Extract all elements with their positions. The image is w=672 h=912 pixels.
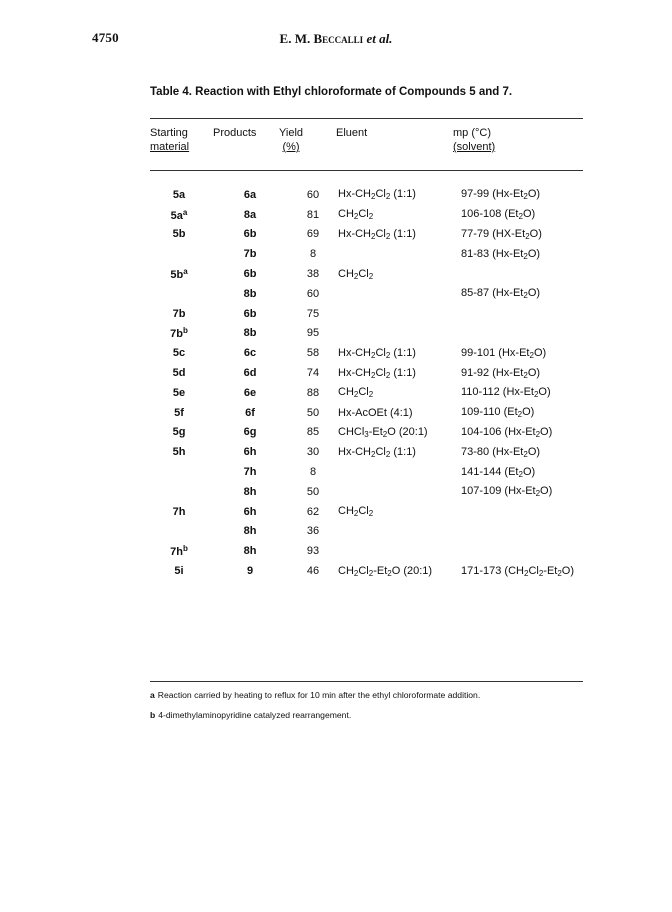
cell-yield (292, 502, 334, 522)
column-header-label: mp (°C) (453, 127, 492, 139)
table-row (150, 383, 587, 403)
cell-eluent (334, 442, 461, 462)
cell-eluent (334, 541, 461, 561)
cell-product (208, 363, 292, 383)
cell-eluent (334, 363, 461, 383)
cell-starting-material (150, 244, 208, 264)
eluent-value: $CH_2Cl_2$ (338, 505, 374, 519)
yield-value: 69 (306, 228, 320, 241)
table-row (150, 244, 587, 264)
cell-eluent (334, 244, 461, 264)
cell-starting-material (150, 225, 208, 245)
cell-eluent (334, 185, 461, 205)
cell-mp (461, 244, 587, 264)
cell-starting-material (150, 304, 208, 324)
table-row (150, 561, 587, 581)
cell-starting-material (150, 403, 208, 423)
cell-product (208, 284, 292, 304)
product-label: 6c (243, 347, 257, 360)
cell-starting-material (150, 205, 208, 225)
starting-material-label: 5f (174, 406, 184, 419)
yield-value: 50 (306, 485, 320, 498)
product-label: 6b (243, 307, 257, 320)
cell-eluent (334, 482, 461, 502)
yield-value: 8 (309, 466, 317, 479)
eluent-value: $CH_2Cl_2-Et_2O$ (20:1) (338, 564, 433, 578)
product-label: 6h (243, 505, 257, 518)
cell-product (208, 502, 292, 522)
table-row (150, 304, 587, 324)
footnote-text: 4-dimethylaminopyridine catalyzed rearrangement. (158, 710, 352, 720)
table-row (150, 185, 587, 205)
cell-starting-material (150, 383, 208, 403)
eluent-value: $CHCl_3-Et_2O$ (20:1) (338, 425, 428, 439)
product-label: 8h (243, 485, 257, 498)
cell-yield (292, 403, 334, 423)
cell-starting-material (150, 462, 208, 482)
cell-eluent (334, 403, 461, 423)
yield-value: 74 (306, 367, 320, 380)
product-label: 6f (245, 406, 255, 419)
starting-material-label: 5a (170, 209, 183, 222)
footnote-ref: b (182, 326, 188, 336)
cell-eluent (334, 225, 461, 245)
cell-starting-material (150, 423, 208, 443)
yield-value: 85 (306, 426, 320, 439)
product-label: 8b (243, 287, 257, 300)
column-header-sub: (%) (282, 141, 300, 153)
mp-value: 141-144 $(Et_2O)$ (461, 465, 536, 479)
eluent-value: Hx-AcOEt (4:1) (338, 406, 413, 419)
cell-mp (461, 502, 587, 522)
cell-starting-material (150, 502, 208, 522)
cell-mp (461, 343, 587, 363)
cell-product (208, 205, 292, 225)
table-row (150, 462, 587, 482)
cell-mp (461, 324, 587, 344)
yield-value: 60 (306, 188, 320, 201)
footnote-ref: a (183, 267, 188, 277)
product-label: 8h (243, 545, 257, 558)
yield-value: 88 (306, 386, 320, 399)
product-label: 7b (243, 248, 257, 261)
cell-yield (292, 225, 334, 245)
cell-mp (461, 423, 587, 443)
cell-yield (292, 363, 334, 383)
product-label: 8h (243, 525, 257, 538)
footnote-b (150, 710, 351, 720)
cell-yield (292, 462, 334, 482)
eluent-value: $CH_2Cl_2$ (338, 386, 374, 400)
column-header-label: Eluent (336, 127, 368, 139)
table-row (150, 482, 587, 502)
yield-value: 36 (306, 525, 320, 538)
cell-yield (292, 522, 334, 542)
yield-value: 93 (306, 545, 320, 558)
column-header-eluent (336, 126, 367, 140)
cell-starting-material (150, 264, 208, 284)
cell-yield (292, 185, 334, 205)
footnote-ref: b (182, 544, 188, 554)
mp-value: 81-83 $(Hx-Et_2O)$ (461, 247, 541, 261)
footnote-ref: a (182, 207, 188, 217)
table-row (150, 284, 587, 304)
yield-value: 38 (306, 268, 320, 281)
product-label: 8b (243, 327, 257, 340)
cell-product (208, 244, 292, 264)
mp-value: 104-106 $(Hx-Et_2O)$ (461, 425, 553, 439)
table-header-rule (150, 170, 583, 171)
table-row (150, 363, 587, 383)
cell-product (208, 561, 292, 581)
cell-product (208, 304, 292, 324)
cell-mp (461, 304, 587, 324)
table-row (150, 324, 587, 344)
cell-starting-material (150, 343, 208, 363)
eluent-value: $CH_2Cl_2$ (338, 267, 374, 281)
cell-product (208, 343, 292, 363)
cell-starting-material (150, 284, 208, 304)
cell-product (208, 462, 292, 482)
cell-yield (292, 284, 334, 304)
cell-mp (461, 225, 587, 245)
product-label: 6a (243, 188, 257, 201)
starting-material-label: 5h (172, 446, 186, 459)
cell-mp (461, 462, 587, 482)
cell-product (208, 324, 292, 344)
table-row (150, 442, 587, 462)
table-row (150, 502, 587, 522)
cell-eluent (334, 462, 461, 482)
cell-eluent (334, 284, 461, 304)
product-label: 9 (246, 565, 254, 578)
column-header-sub: (solvent) (453, 141, 496, 153)
column-header-products (213, 126, 256, 140)
cell-product (208, 185, 292, 205)
column-header-starting (150, 126, 189, 154)
mp-value: 106-108 $(Et_2O)$ (461, 208, 536, 222)
cell-product (208, 423, 292, 443)
cell-yield (292, 205, 334, 225)
eluent-value: $Hx-CH_2Cl_2$ (1:1) (338, 227, 416, 241)
starting-material-label: 5d (172, 367, 186, 380)
cell-yield (292, 423, 334, 443)
eluent-value: $CH_2Cl_2$ (338, 208, 374, 222)
starting-material-label: 5i (174, 565, 184, 578)
starting-material-label: 5g (172, 426, 186, 439)
cell-eluent (334, 264, 461, 284)
mp-value: 99-101 $(Hx-Et_2O)$ (461, 346, 547, 360)
table-row (150, 423, 587, 443)
starting-material-label: 7h (172, 505, 186, 518)
running-head-suffix: et al. (366, 31, 393, 46)
starting-material-label: 5a (172, 188, 186, 201)
eluent-value: $Hx-CH_2Cl_2$ (1:1) (338, 366, 416, 380)
yield-value: 46 (306, 565, 320, 578)
cell-starting-material (150, 541, 208, 561)
cell-starting-material (150, 482, 208, 502)
column-header-label: Yield (278, 127, 304, 139)
cell-starting-material (150, 324, 208, 344)
cell-product (208, 383, 292, 403)
eluent-value: $Hx-CH_2Cl_2$ (1:1) (338, 188, 416, 202)
footnote-mark: a (150, 690, 155, 700)
cell-eluent (334, 383, 461, 403)
table-caption: Table 4. Reaction with Ethyl chloroformate of Compounds 5 and 7. (150, 86, 513, 98)
cell-mp (461, 383, 587, 403)
product-label: 6d (243, 367, 257, 380)
starting-material-label: 5b (170, 269, 184, 282)
starting-material-label: 5b (172, 228, 186, 241)
cell-eluent (334, 522, 461, 542)
cell-yield (292, 383, 334, 403)
yield-value: 81 (306, 208, 320, 221)
cell-product (208, 403, 292, 423)
cell-yield (292, 482, 334, 502)
table-row (150, 225, 587, 245)
product-label: 6e (243, 386, 257, 399)
column-header-yield (274, 126, 308, 154)
mp-value: 85-87 $(Hx-Et_2O)$ (461, 287, 541, 301)
table-row (150, 541, 587, 561)
cell-yield (292, 561, 334, 581)
mp-value: 171-173 $(CH_2Cl_2-Et_2O)$ (461, 564, 575, 578)
cell-yield (292, 244, 334, 264)
table-top-rule (150, 118, 583, 119)
eluent-value: $Hx-CH_2Cl_2$ (1:1) (338, 346, 416, 360)
footnote-mark: b (150, 710, 156, 720)
starting-material-label: 5e (172, 386, 186, 399)
cell-product (208, 225, 292, 245)
product-label: 6h (243, 446, 257, 459)
column-header-label: Starting (150, 127, 188, 139)
cell-mp (461, 403, 587, 423)
column-header-sub: material (150, 141, 190, 153)
yield-value: 60 (306, 287, 320, 300)
cell-mp (461, 541, 587, 561)
cell-yield (292, 442, 334, 462)
mp-value: 73-80 $(Hx-Et_2O)$ (461, 445, 541, 459)
cell-yield (292, 541, 334, 561)
table-row (150, 522, 587, 542)
starting-material-label: 7b (172, 307, 186, 320)
table-row (150, 403, 587, 423)
cell-product (208, 482, 292, 502)
cell-mp (461, 264, 587, 284)
cell-eluent (334, 423, 461, 443)
starting-material-label: 7h (170, 546, 183, 559)
footnote-a (150, 690, 480, 700)
cell-eluent (334, 343, 461, 363)
cell-mp (461, 561, 587, 581)
cell-mp (461, 442, 587, 462)
product-label: 7h (243, 466, 257, 479)
starting-material-label: 5c (172, 347, 186, 360)
cell-yield (292, 324, 334, 344)
cell-eluent (334, 205, 461, 225)
table-row (150, 205, 587, 225)
cell-mp (461, 482, 587, 502)
yield-value: 50 (306, 406, 320, 419)
table-body (150, 185, 587, 581)
product-label: 6b (243, 228, 257, 241)
yield-value: 30 (306, 446, 320, 459)
cell-eluent (334, 561, 461, 581)
cell-product (208, 541, 292, 561)
cell-starting-material (150, 185, 208, 205)
yield-value: 8 (309, 248, 317, 261)
running-head-prefix: E. M. (279, 31, 311, 46)
cell-product (208, 264, 292, 284)
cell-mp (461, 363, 587, 383)
mp-value: 91-92 $(Hx-Et_2O)$ (461, 366, 541, 380)
starting-material-label: 7b (170, 328, 183, 341)
product-label: 8a (243, 208, 257, 221)
column-header-label: Products (213, 127, 257, 139)
mp-value: 97-99 $(Hx-Et_2O)$ (461, 188, 541, 202)
column-header-mp (453, 126, 495, 154)
mp-value: 110-112 $(Hx-Et_2O)$ (461, 386, 551, 400)
cell-yield (292, 264, 334, 284)
product-label: 6g (243, 426, 257, 439)
cell-yield (292, 304, 334, 324)
running-head (0, 31, 672, 47)
cell-starting-material (150, 363, 208, 383)
cell-product (208, 442, 292, 462)
cell-starting-material (150, 442, 208, 462)
cell-mp (461, 284, 587, 304)
cell-starting-material (150, 561, 208, 581)
cell-mp (461, 522, 587, 542)
yield-value: 58 (306, 347, 320, 360)
table-row (150, 343, 587, 363)
mp-value: 109-110 $(Et_2O)$ (461, 406, 535, 420)
product-label: 6b (243, 268, 257, 281)
cell-mp (461, 185, 587, 205)
footnote-text: Reaction carried by heating to reflux for 10 min after the ethyl chloroformate addition. (157, 690, 481, 700)
mp-value: 107-109 $(Hx-Et_2O)$ (461, 485, 553, 499)
page-number: 4750 (92, 30, 119, 45)
running-head-surname: Beccalli (313, 31, 364, 46)
cell-eluent (334, 304, 461, 324)
cell-eluent (334, 324, 461, 344)
yield-value: 62 (306, 505, 320, 518)
mp-value: 77-79 $(HX-Et_2O)$ (461, 227, 542, 241)
cell-mp (461, 205, 587, 225)
yield-value: 95 (306, 327, 320, 340)
data-table (150, 185, 587, 581)
cell-yield (292, 343, 334, 363)
eluent-value: $Hx-CH_2Cl_2$ (1:1) (338, 445, 416, 459)
yield-value: 75 (306, 307, 320, 320)
table-row (150, 264, 587, 284)
table-bottom-rule (150, 681, 583, 682)
cell-eluent (334, 502, 461, 522)
cell-product (208, 522, 292, 542)
cell-starting-material (150, 522, 208, 542)
